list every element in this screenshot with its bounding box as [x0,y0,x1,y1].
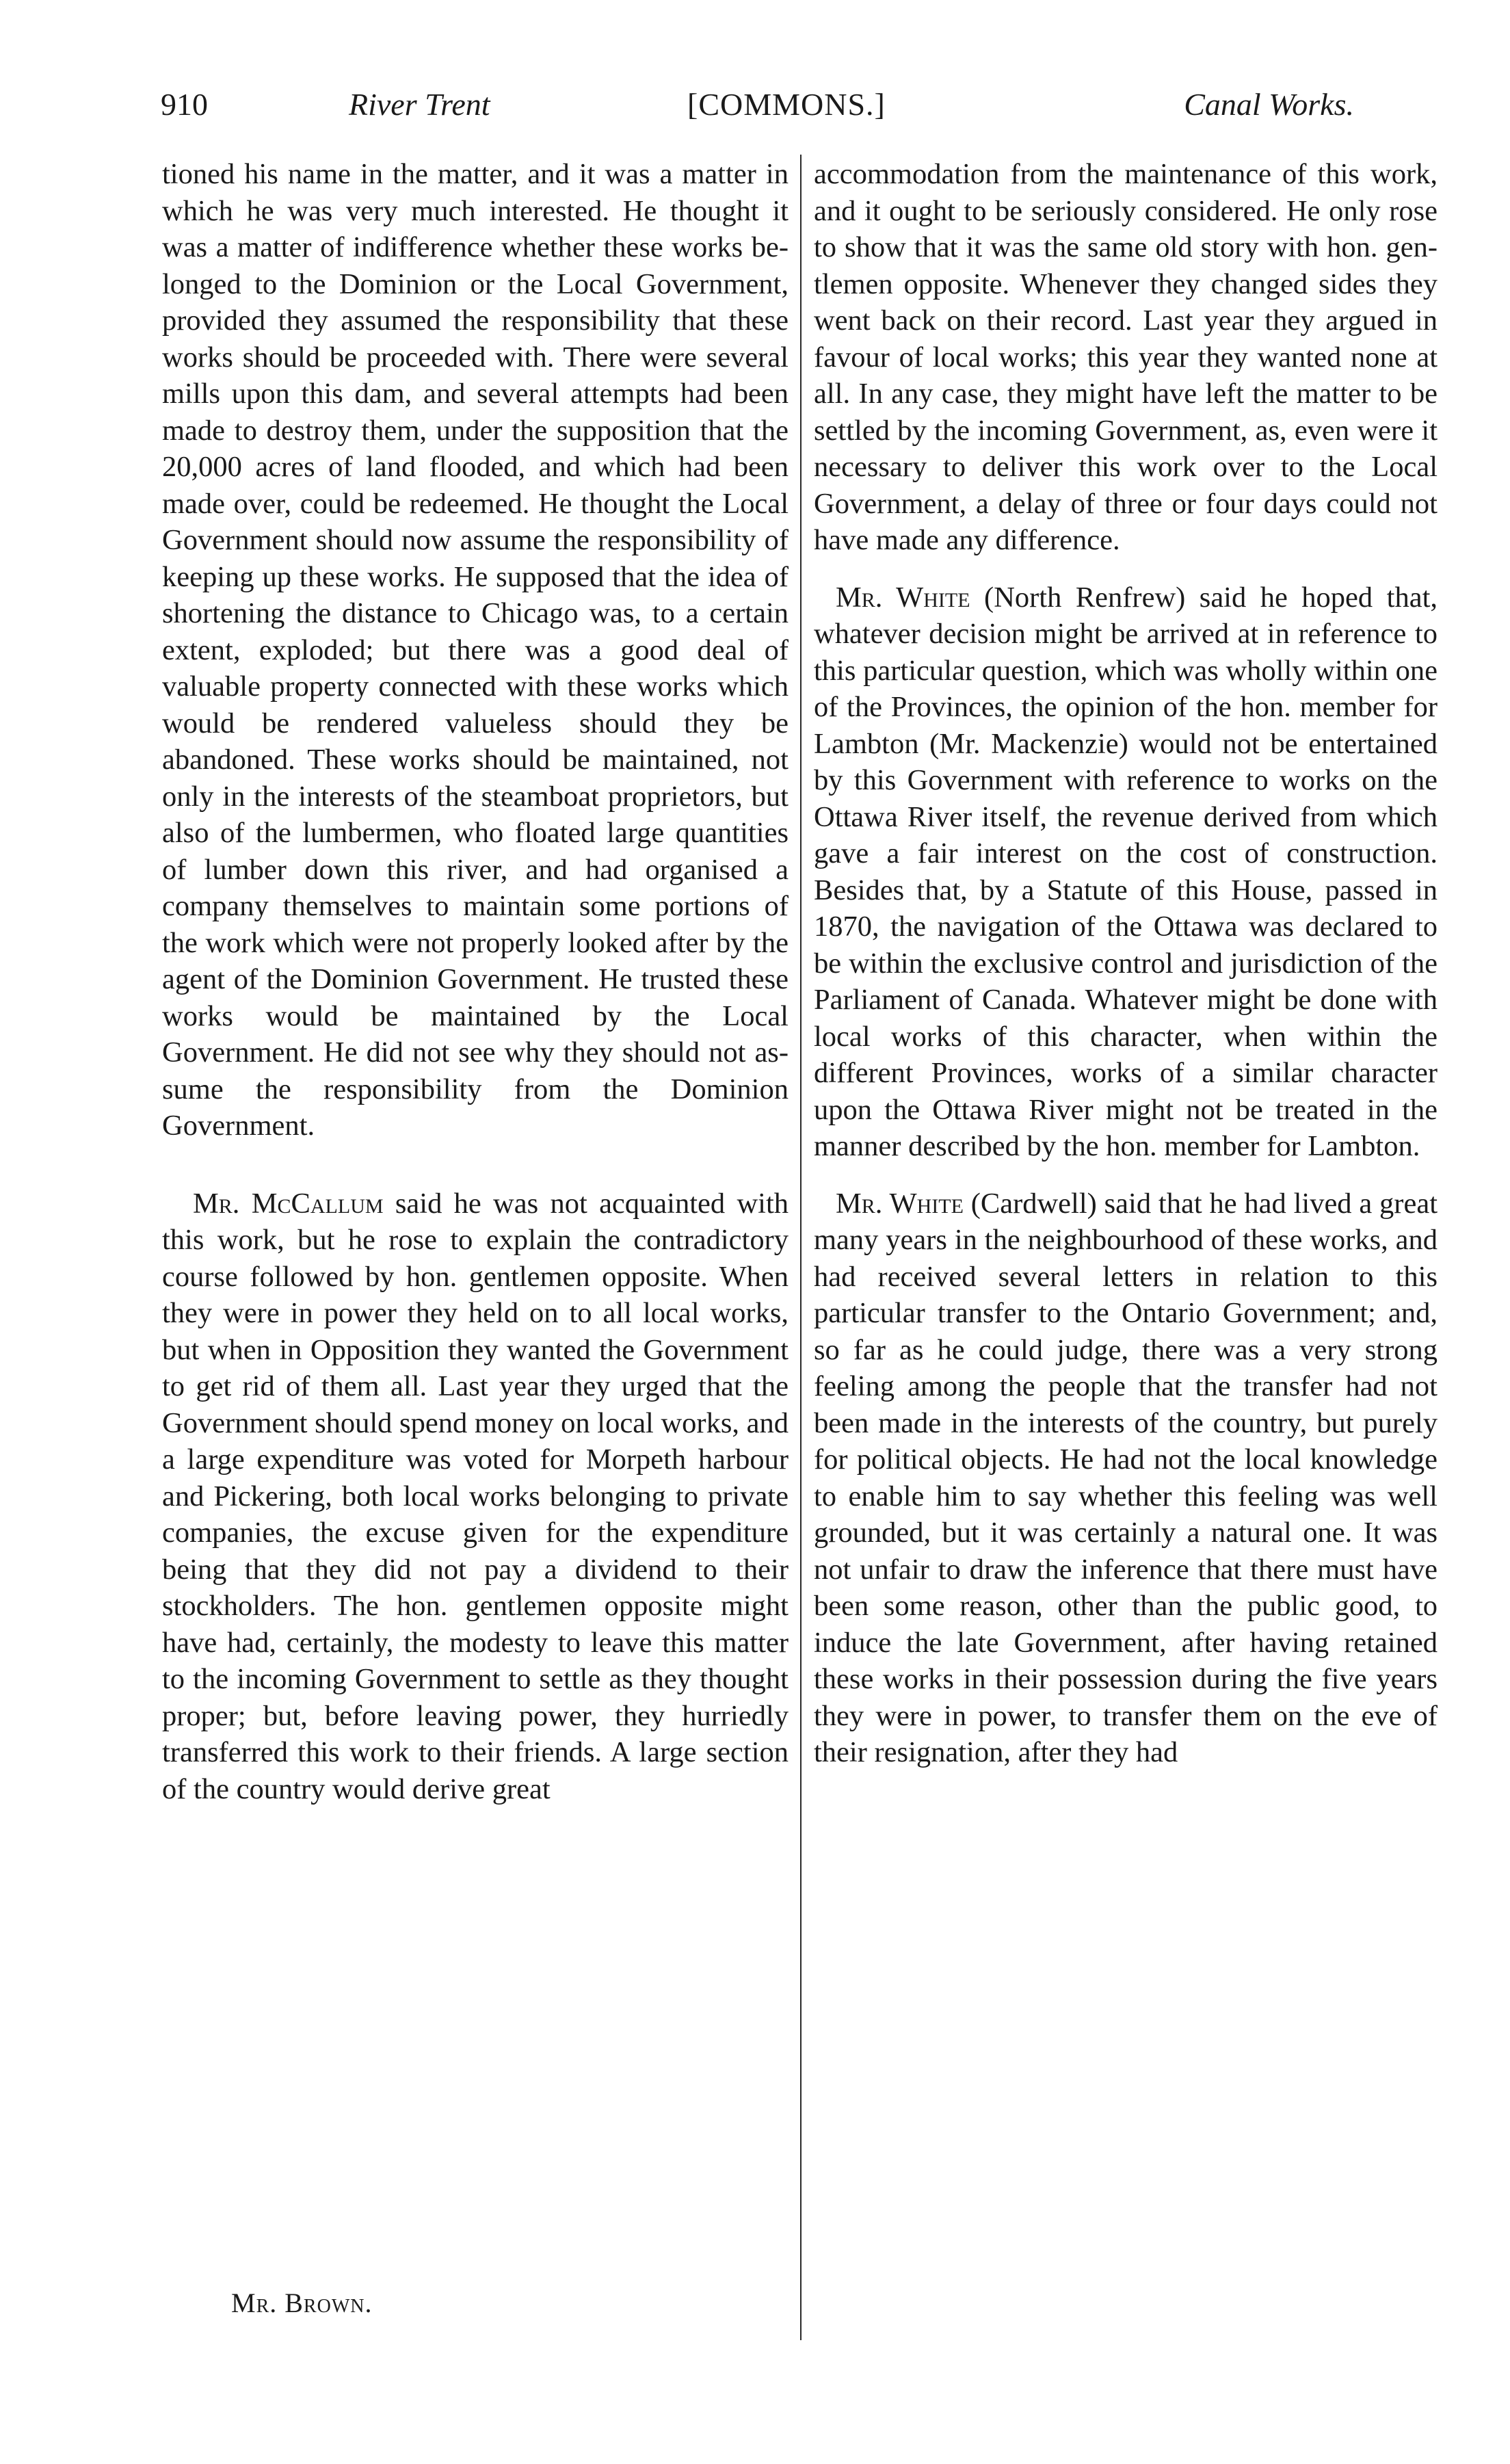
header-right-title: Canal Works. [1184,87,1354,122]
page-number: 910 [161,87,208,122]
right-paragraph-1: accommodation from the maintenance of this work, and it ought to be seriously considered. He only rose to show that it was the same old story with hon. gentlemen opposite. Whenever they changed sides they went back on their record. Last year they argued in favour of local works; this year they wanted none at all. In any case, they might have left the matter to be settled by the incoming Government, as, even were it necessary to deliver this work over to the Local Government, a delay of three or four days could not have made any difference. [814,158,1438,556]
right-paragraph-2 [814,579,1438,1165]
right-column [814,156,1438,1771]
catchword: Mr. Brown. [231,2288,373,2318]
speech-text: (North Renfrew) said he hoped that, whatever decision might be arrived at in reference to this particular question, which was wholly within one of the Provinces, the opinion of the hon. member for Lambton (Mr. Mackenzie) would not be entertained by this Government with reference to works on the Ottawa River itself, the revenue derived from which gave a fair interest on the cost of construction. Besides that, by a Statute of this House, passed in 1870, the navigation of the Ottawa was declared to be within the exclusive control and jurisdiction of the Parliament of Canada. Whatever might be done with local works of this character, when within the different Provinces, works of a similar character upon the Ottawa River might not be treated in the manner described by the hon. member for Lambton. [814,581,1438,1162]
speaker-name: Mr. White [836,581,970,614]
left-paragraph-2 [162,1185,789,1808]
speech-text: (Cardwell) said that he had lived a great many years in the neighbourhood of these works, and had received several letters in relation to this particular transfer to the Ontario Government; and, so far as he could judge, there was a very strong feeling among the people that the transfer had not been made in the interests of the country, but purely for political objects. He had not the local knowledge to enable him to say whether this feeling was well grounded, but it was certainly a natural one. It was not unfair to draw the inference that there must have been some reason, other than the public good, to induce the late Government, after having retained these works in their possession during the five years they were in power, to transfer them on the eve of their resignation, after they had [814,1187,1438,1768]
speaker-name: Mr. McCallum [193,1187,384,1220]
right-paragraph-3 [814,1185,1438,1771]
speaker-name: Mr. White [836,1187,964,1220]
left-paragraph-1: tioned his name in the matter, and it was a matter in which he was very much interested. He thought it was a matter of indifference whether these works belonged to the Dominion or the Local Government, provided they assumed the responsibility that these works should be proceeded with. There were several mills upon this dam, and several attempts had been made to destroy them, under the supposition that the 20,000 acres of land flooded, and which had been made over, could be redeemed. He thought the Local Government should now assume the responsibility of keeping up these works. He supposed that the idea of shortening the distance to Chicago was, to a certain extent, exploded; but there was a good deal of valuable property connected with these works which would be rendered valueless should they be abandoned. These works should be maintained, not only in the interests of the steamboat proprietors, but also of the lumbermen, who floated large quantities of lumber down this river, and had organised a company themselves to maintain some portions of the work which were not properly looked after by the agent of the Dominion Government. He trusted these works would be maintained by the Local Government. He did not see why they should not assume the responsibility from the Dominion Government. [162,158,789,1142]
running-header [161,81,1354,129]
column-divider [800,155,802,2340]
header-left-title: River Trent [349,87,490,122]
left-column [162,156,789,1807]
header-center-title: [COMMONS.] [687,87,886,122]
speech-text: said he was not acquainted with this work, but he rose to explain the contradictory course followed by hon. gentlemen opposite. When they were in power they held on to all local works, but when in Opposition they wanted the Government to get rid of them all. Last year they urged that the Government should spend money on local works, and a large expenditure was voted for Morpeth harbour and Pickering, both local works belonging to private companies, the excuse given for the expenditure being that they did not pay a dividend to their stockholders. The hon. gentlemen opposite might have had, certainly, the modesty to leave this matter to the incoming Government to settle as they thought proper; but, before leaving power, they hurriedly transferred this work to their friends. A large section of the country would derive great [162,1187,789,1805]
